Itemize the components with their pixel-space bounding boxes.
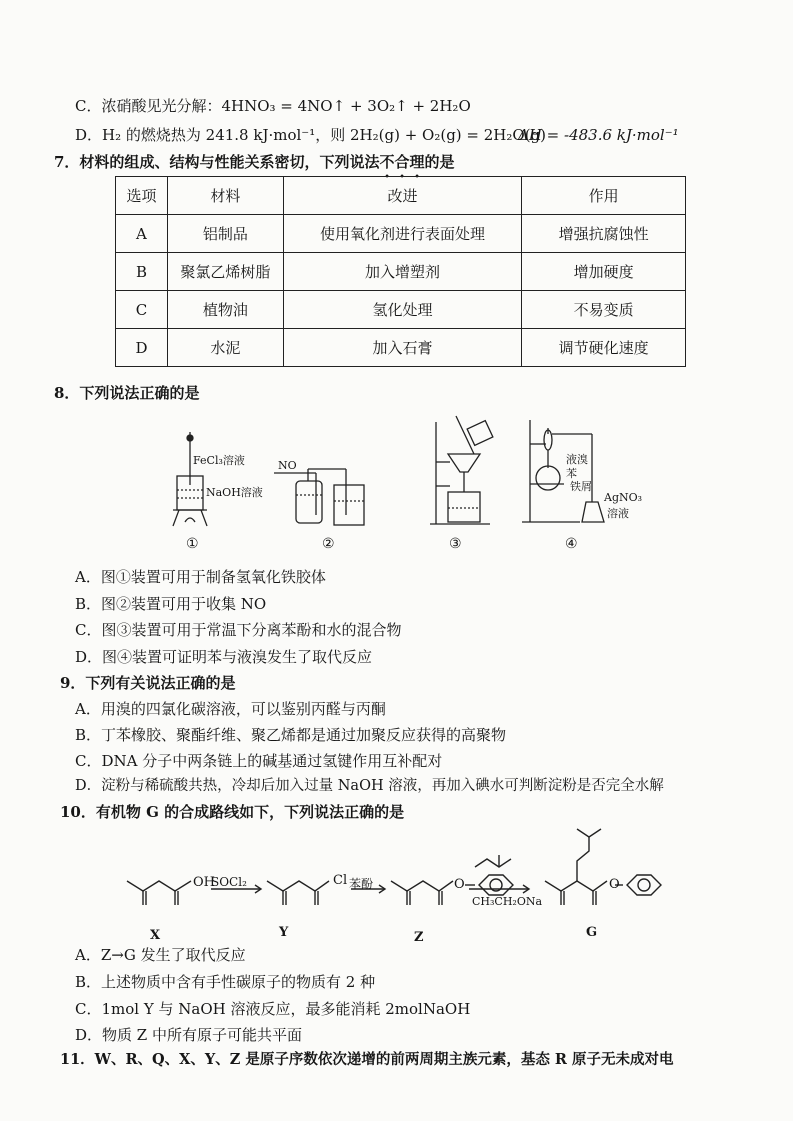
q7-stem-emphasis: 不合理 [379,153,425,171]
reagent-sodium-ethoxide: CH₃CH₂ONa [472,895,543,908]
figure-caption-3: ③ [449,536,462,552]
q10-option-a: A．Z→G 发生了取代反应 [75,946,246,964]
table-row [116,329,686,367]
no-gas-label: NO [278,459,297,472]
naoh-label: NaOH溶液 [206,486,263,499]
q9-option-d: D．淀粉与稀硫酸共热，冷却后加入过量 NaOH 溶液，再加入碘水可判断淀粉是否完全水解 [75,778,664,794]
table-cell: 水泥 [167,329,283,367]
q11-stem: 11．W、R、Q、X、Y、Z 是原子序数依次递增的前两周期主族元素，基态 R 原子无未成对电 [60,1051,674,1068]
table-cell: 植物油 [167,291,283,329]
figure-caption-1: ① [186,536,199,552]
liquid-bromine-label: 液溴 [566,453,588,466]
q7-stem-pre: 7．材料的组成、结构与性能关系密切，下列说法 [54,153,380,171]
q9-option-b: B．丁苯橡胶、聚酯纤维、聚乙烯都是通过加聚反应获得的高聚物 [75,726,507,744]
atom-label-oh: OH [193,875,215,890]
table-header-cell: 选项 [116,177,168,215]
iron-filings-label: 铁屑 [570,480,592,493]
q7-stem-post: 的是 [424,153,455,171]
q6-option-d-enthalpy: ΔH = -483.6 kJ·mol⁻¹ [518,126,679,144]
figure-caption-4: ④ [565,536,578,552]
table-row [116,253,686,291]
table-cell: 调节硬化速度 [522,329,686,367]
molecule-name-g: G [586,925,598,940]
q10-option-d: D．物质 Z 中所有原子可能共平面 [75,1026,302,1044]
table-header-cell: 改进 [283,177,522,215]
reagent-socl2: SOCl₂ [211,875,247,889]
q8-stem: 8．下列说法正确的是 [54,384,200,402]
table-header-cell: 材料 [167,177,283,215]
table-cell: A [116,215,168,253]
table-header-row [116,177,686,215]
synthesis-route-diagram [115,825,675,920]
table-cell: C [116,291,168,329]
apparatus-1-diagram [165,430,235,530]
table-cell: 铝制品 [167,215,283,253]
table-cell: 聚氯乙烯树脂 [167,253,283,291]
table-cell: 使用氧化剂进行表面处理 [283,215,522,253]
q8-option-c: C．图③装置可用于常温下分离苯酚和水的混合物 [75,621,402,639]
atom-label-cl: Cl [333,873,348,888]
agno3-solution-label: 溶液 [607,507,629,520]
table-cell: 加入石膏 [283,329,522,367]
table-header-cell: 作用 [522,177,686,215]
q8-option-d: D．图④装置可证明苯与液溴发生了取代反应 [75,648,373,666]
q9-option-a: A．用溴的四氯化碳溶液，可以鉴别丙醛与丙酮 [75,700,386,718]
molecule-name-z: Z [414,930,424,945]
reagent-phenol: 苯酚 [349,877,374,891]
fecl3-label: FeCl₃溶液 [193,454,245,467]
benzene-label: 苯 [566,467,577,480]
atom-label-o-g: O [609,877,620,892]
table-row [116,291,686,329]
q6-option-c: C．浓硝酸见光分解：4HNO₃ = 4NO↑ + 3O₂↑ + 2H₂O [75,97,471,115]
table-cell: 加入增塑剂 [283,253,522,291]
q8-option-a: A．图①装置可用于制备氢氧化铁胶体 [75,568,326,586]
q10-stem: 10．有机物 G 的合成路线如下，下列说法正确的是 [60,803,405,821]
apparatus-3-diagram [430,412,500,528]
q10-option-c: C．1mol Y 与 NaOH 溶液反应，最多能消耗 2molNaOH [75,1000,471,1018]
q10-option-b: B．上述物质中含有手性碳原子的物质有 2 种 [75,973,376,991]
q6-option-d: D．H₂ 的燃烧热为 241.8 kJ·mol⁻¹，则 2H₂(g) + O₂(g) = 2H₂O(g) [75,126,546,144]
molecule-name-y: Y [279,925,289,940]
table-cell: 增强抗腐蚀性 [522,215,686,253]
molecule-name-x: X [150,928,161,943]
table-cell: D [116,329,168,367]
atom-label-o-z: O [454,877,465,892]
table-cell: B [116,253,168,291]
figure-caption-2: ② [322,536,335,552]
q9-stem: 9．下列有关说法正确的是 [60,674,236,692]
table-row [116,215,686,253]
q8-option-b: B．图②装置可用于收集 NO [75,595,267,613]
table-cell: 增加硬度 [522,253,686,291]
table-cell: 不易变质 [522,291,686,329]
q9-option-c: C．DNA 分子中两条链上的碱基通过氢键作用互补配对 [75,752,443,770]
agno3-label: AgNO₃ [604,491,643,504]
table-cell: 氢化处理 [283,291,522,329]
q7-table [115,176,686,367]
